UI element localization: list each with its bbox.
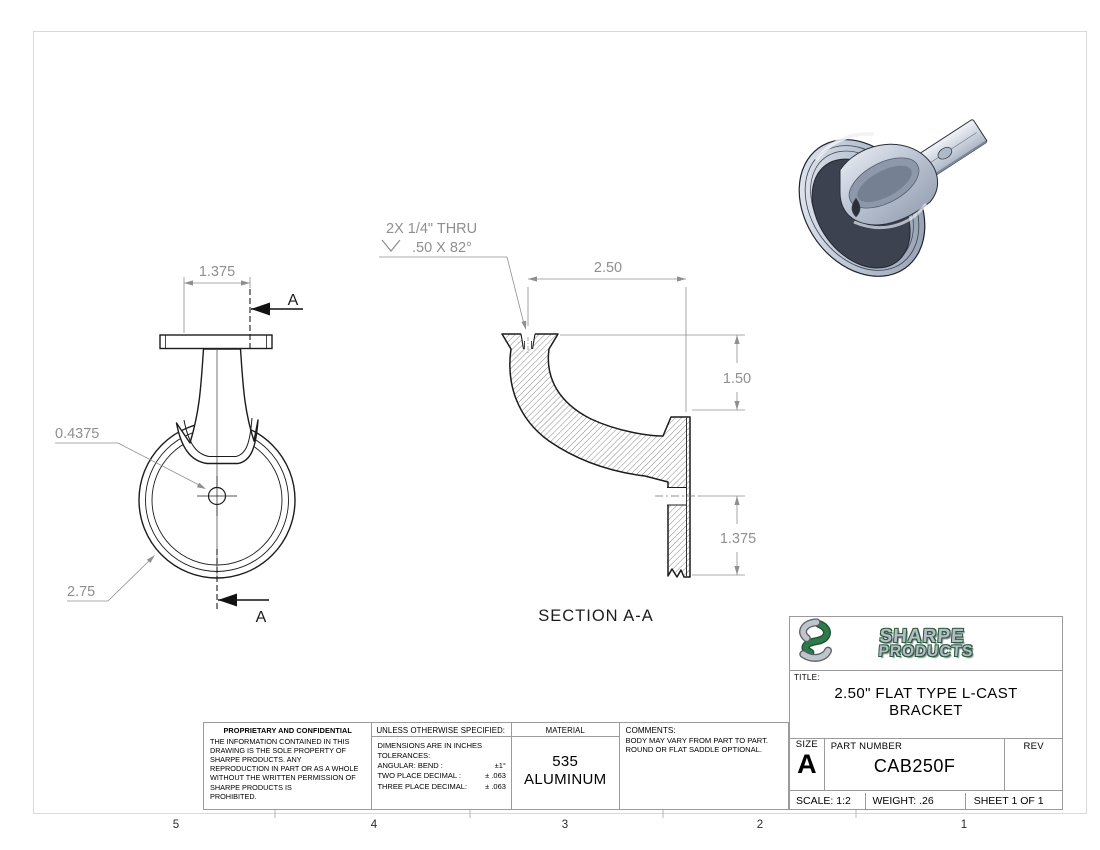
material-value-line1: 535 [552, 753, 579, 770]
section-callout [379, 221, 526, 330]
size-cell [790, 739, 825, 790]
size-value: A [797, 749, 817, 779]
front-dia-callout [67, 555, 155, 601]
sharpe-logo-icon [790, 617, 836, 663]
section-dim-lower-text: 1.375 [719, 531, 757, 547]
tolerances-heading: UNLESS OTHERWISE SPECIFIED: [372, 723, 511, 737]
comments-note: COMMENTS: BODY MAY VARY FROM PART TO PART. ROUND OR FLAT SADDLE OPTIONAL. [620, 723, 788, 809]
svg-text:.50 X 82°: .50 X 82° [412, 240, 472, 256]
zone-label-3: 3 [561, 819, 569, 831]
zone-label-1: 1 [960, 819, 968, 831]
drawing-title-line1: 2.50" FLAT TYPE L-CAST [834, 685, 1018, 702]
section-body [502, 334, 690, 577]
sheet-cell: SHEET 1 OF 1 [973, 794, 1044, 807]
notes-strip [203, 722, 789, 810]
part-number-label: PART NUMBER [830, 741, 903, 752]
zone-label-2: 2 [756, 819, 764, 831]
material-heading: MATERIAL [512, 723, 619, 737]
svg-text:0.4375: 0.4375 [55, 426, 100, 442]
svg-text:2X 1/4" THRU: 2X 1/4" THRU [386, 221, 478, 237]
iso-view [773, 115, 987, 301]
section-dim-depth-text: 2.50 [593, 260, 623, 276]
section-arrow-bottom [218, 594, 269, 627]
scale-cell: SCALE: 1:2 [790, 793, 866, 809]
zone-label-5: 5 [172, 819, 180, 831]
comments-heading: COMMENTS: [625, 726, 676, 735]
svg-text:2.75: 2.75 [67, 584, 96, 600]
section-dim-upper-text: 1.50 [722, 371, 752, 387]
part-number-value: CAB250F [873, 756, 956, 776]
front-view [55, 264, 303, 626]
rev-label: REV [1023, 741, 1044, 752]
section-label-top: A [287, 292, 299, 309]
proprietary-heading: PROPRIETARY AND CONFIDENTIAL [223, 726, 352, 735]
company-logo [790, 617, 1062, 671]
title-block [789, 616, 1063, 810]
proprietary-note: PROPRIETARY AND CONFIDENTIAL THE INFORMATION CONTAINED IN THIS DRAWING IS THE SOLE PROPERTY OF SHARPE PRODUCTS. ANY REPRODUCTION IN PART OR AS A WHOLE WITHOUT THE WRITTEN PERMISSION OF SHARPE PRODUCTS IS PROHIBITED. [204, 723, 372, 809]
material-note [512, 723, 620, 809]
drawing-title-line2: BRACKET [889, 702, 963, 720]
section-view-label: SECTION A-A [538, 607, 654, 625]
material-value-line2: ALUMINUM [524, 771, 607, 788]
section-dim-upper [560, 335, 745, 410]
section-label-bottom: A [255, 609, 267, 626]
rev-cell [1005, 739, 1062, 790]
title-cell [790, 671, 1062, 739]
part-number-cell [825, 739, 1006, 790]
brand-name-line2: PRODUCTS [877, 643, 974, 661]
front-dim-width [184, 277, 250, 333]
section-arrow-top [251, 292, 303, 316]
tolerances-note: UNLESS OTHERWISE SPECIFIED: DIMENSIONS ARE IN INCHES TOLERANCES: ANGULAR: BEND : ±1° TWO PLACE DECIMAL : ± .063 THREE PLACE DECIMAL: ± .063 [372, 723, 512, 809]
zone-label-4: 4 [370, 819, 378, 831]
section-view [379, 221, 756, 625]
title-label: TITLE: [794, 673, 820, 682]
size-label: SIZE [795, 739, 819, 750]
front-dim-width-text: 1.375 [198, 264, 236, 280]
weight-cell: WEIGHT: .26 [866, 793, 965, 809]
brand-name-line1: SHARPE [878, 625, 965, 647]
